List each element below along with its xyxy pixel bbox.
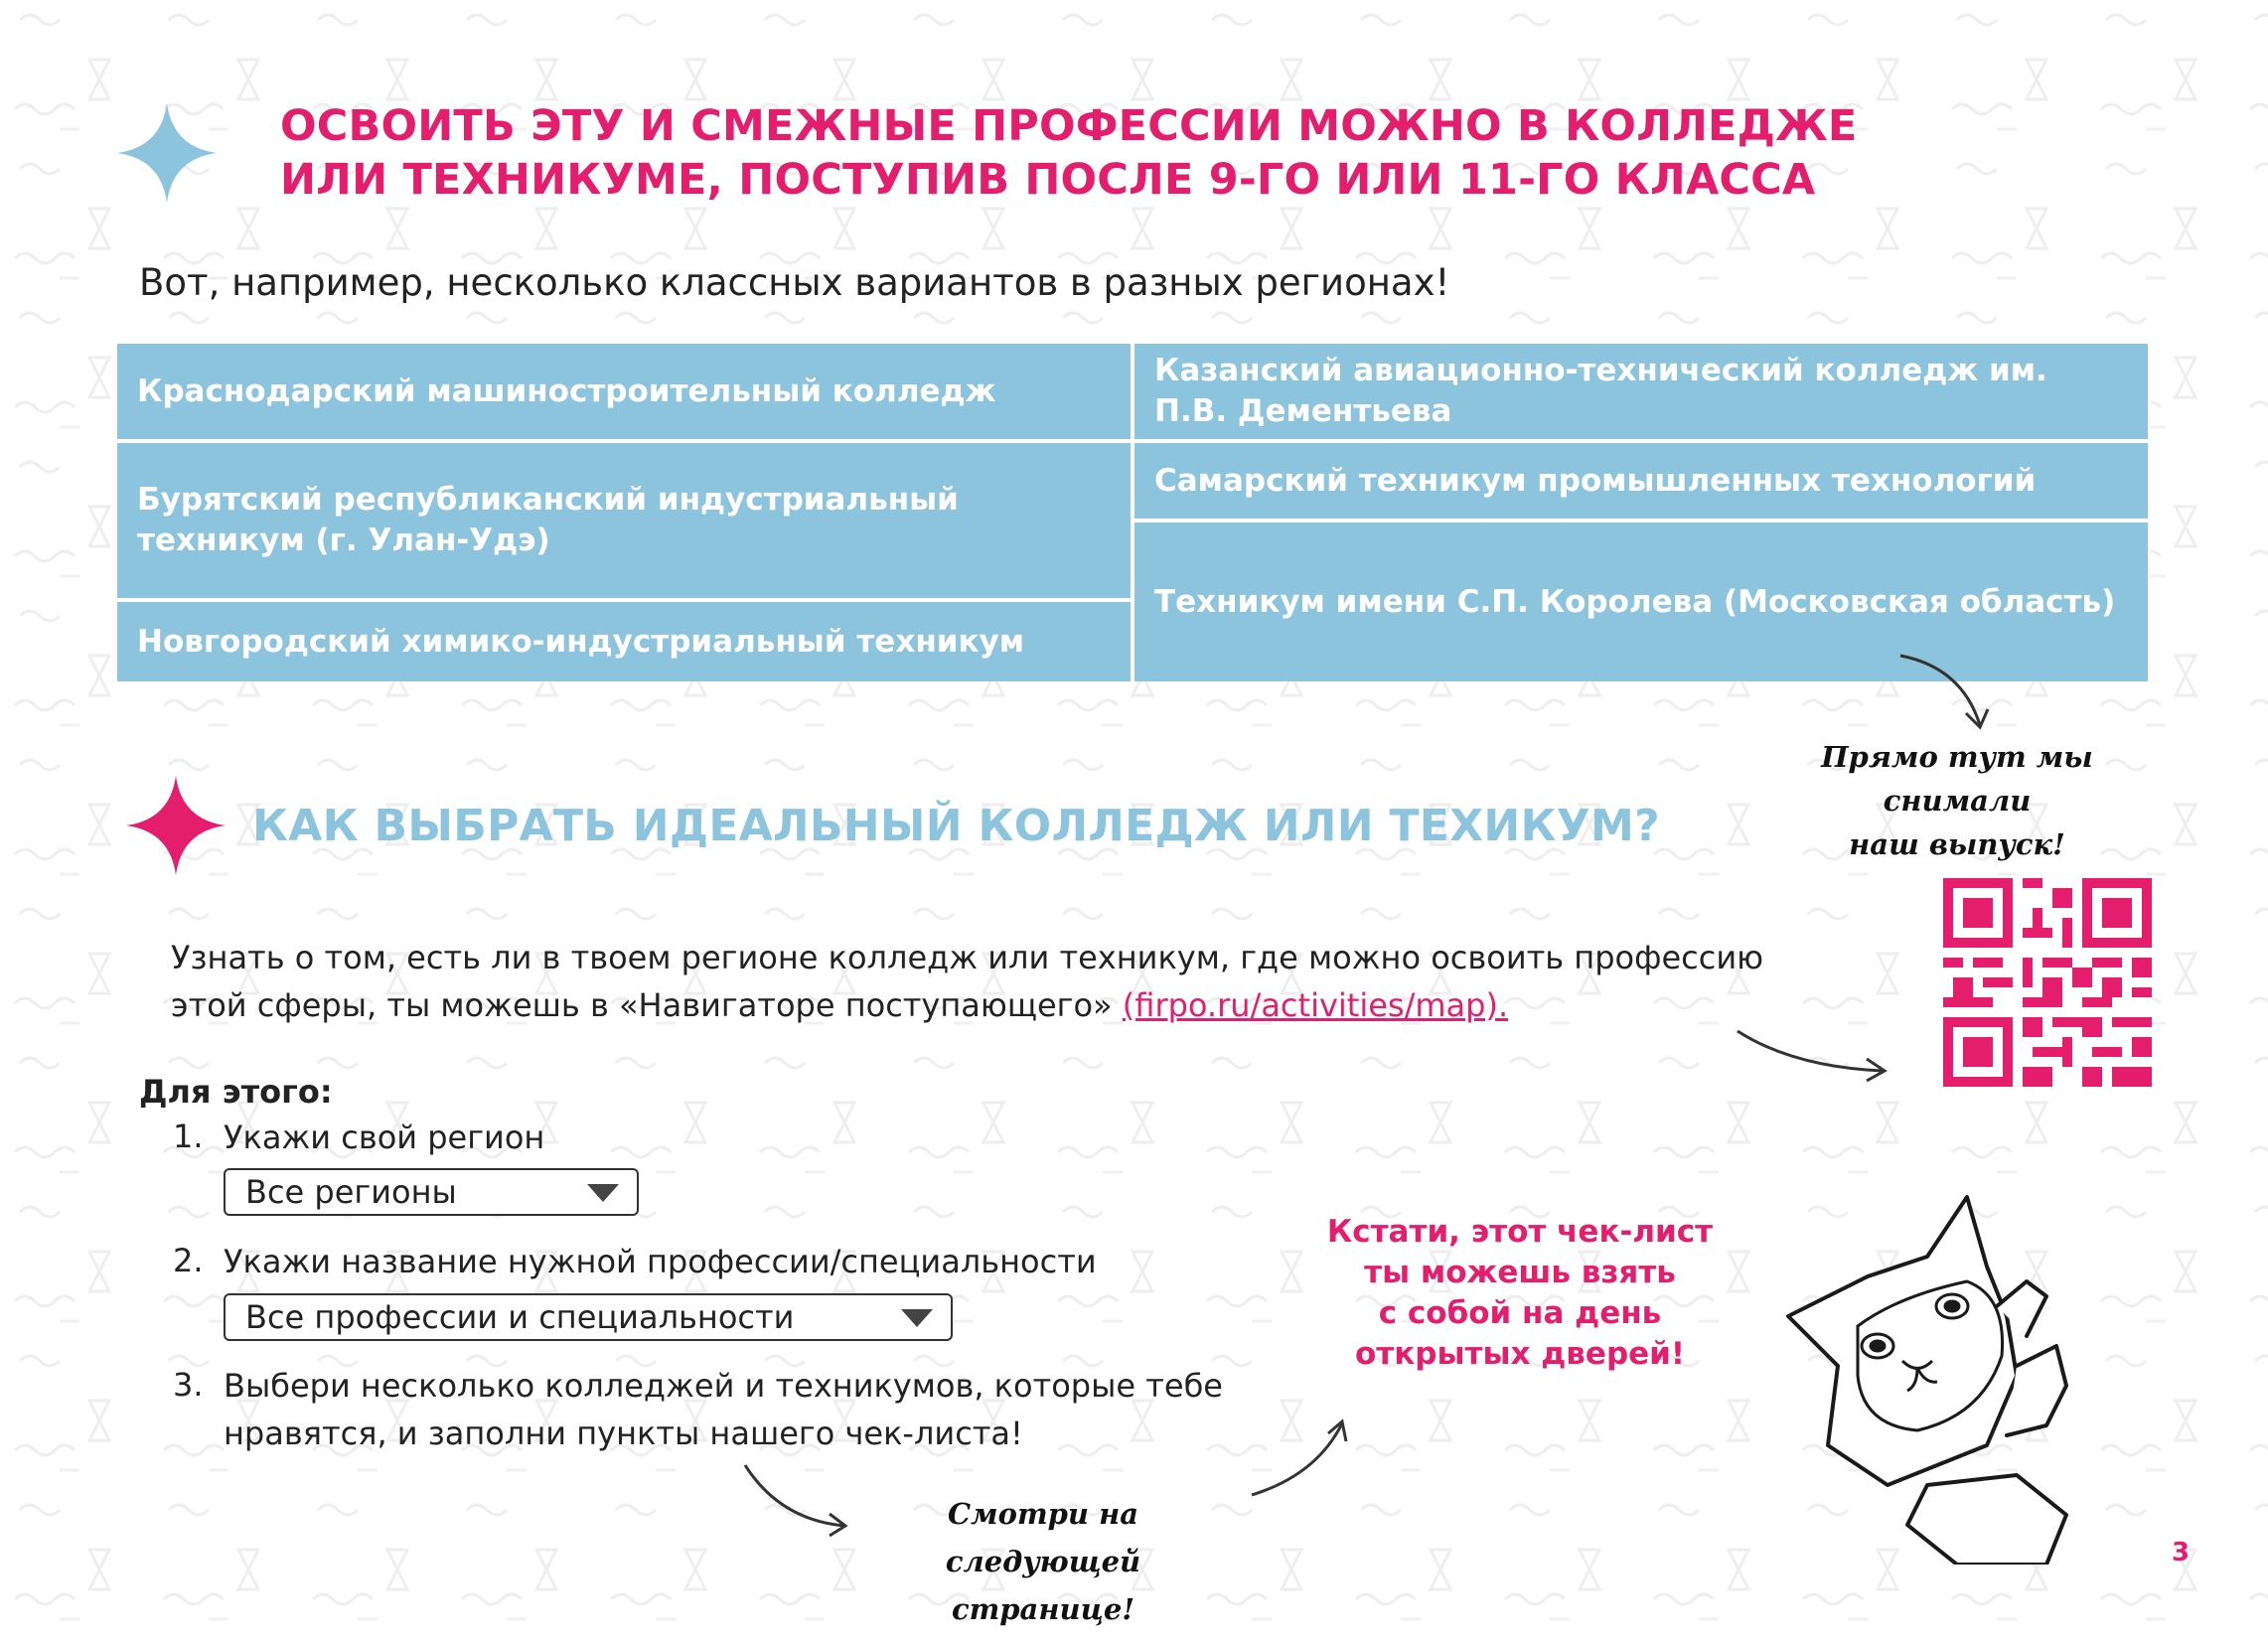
step-text: Укажи свой регион <box>224 1119 545 1156</box>
colleges-left-column <box>117 344 1131 681</box>
curved-arrow-icon <box>1734 1023 1892 1083</box>
college-cell: Самарский техникум промышленных технологий <box>1134 443 2148 519</box>
note-next-page <box>854 1490 1232 1633</box>
qr-code-icon[interactable] <box>1943 878 2152 1087</box>
choose-heading: КАК ВЫБРАТЬ ИДЕАЛЬНЫЙ КОЛЛЕДЖ ИЛИ ТЕХИКУМ? <box>252 801 1660 851</box>
colleges-table <box>117 344 2151 681</box>
college-cell: Техникум имени С.П. Королева (Московская область) <box>1134 522 2148 681</box>
navigator-line2-text: этой сферы, ты можешь в «Навигаторе поступающего» <box>171 986 1123 1024</box>
step-text-line1: Выбери несколько колледжей и техникумов, которые тебе <box>224 1367 1223 1405</box>
page-number: 3 <box>2172 1538 2191 1567</box>
note-checklist-line2: ты можешь взять <box>1364 1255 1676 1290</box>
star-blue-icon <box>117 103 217 203</box>
profession-select[interactable] <box>224 1293 953 1341</box>
intro-text: Вот, например, несколько классных вариантов в разных регионах! <box>139 261 1450 304</box>
college-cell: Казанский авиационно-технический колледж им. П.В. Дементьева <box>1134 344 2148 439</box>
steps-title: Для этого: <box>139 1073 333 1111</box>
select-caret-icon <box>587 1184 619 1202</box>
region-select[interactable] <box>224 1168 639 1216</box>
note-checklist-line3: с собой на день <box>1378 1295 1662 1331</box>
main-heading-line1: ОСВОИТЬ ЭТУ И СМЕЖНЫЕ ПРОФЕССИИ МОЖНО В КОЛЛЕДЖЕ <box>280 101 1858 151</box>
navigator-line1: Узнать о том, есть ли в твоем регионе колледж или техникум, где можно освоить профессию <box>171 939 1764 976</box>
cat-mascot-illustration <box>1768 1187 2146 1565</box>
note-next-line1: Смотри на следующей <box>945 1497 1141 1578</box>
navigator-line2 <box>171 981 1860 1029</box>
step-number: 2. <box>173 1242 204 1279</box>
step-number: 3. <box>173 1366 204 1404</box>
curved-arrow-icon <box>1247 1416 1351 1500</box>
curved-arrow-icon <box>740 1460 854 1540</box>
step-text-line2: нравятся, и заполни пункты нашего чек-листа! <box>224 1415 1023 1452</box>
step-number: 1. <box>173 1118 204 1155</box>
college-cell: Бурятский республиканский индустриальный техникум (г. Улан-Удэ) <box>117 443 1131 598</box>
note-checklist-line4: открытых дверей! <box>1354 1336 1686 1372</box>
note-next-line2: странице! <box>951 1592 1135 1626</box>
note-filmed-line1: Прямо тут мы снимали <box>1821 740 2093 818</box>
college-cell: Краснодарский машиностроительный колледж <box>117 344 1131 439</box>
college-cell: Новгородский химико-индустриальный техникум <box>117 602 1131 681</box>
note-filmed <box>1758 735 2156 866</box>
note-filmed-line2: наш выпуск! <box>1849 827 2065 861</box>
step-text <box>224 1362 1316 1457</box>
note-checklist <box>1282 1212 1758 1375</box>
note-checklist-line1: Кстати, этот чек-лист <box>1326 1214 1714 1250</box>
navigator-paragraph <box>171 934 1860 1029</box>
main-heading <box>280 99 1969 207</box>
navigator-link[interactable]: (firpo.ru/activities/map). <box>1122 986 1509 1024</box>
main-heading-line2: ИЛИ ТЕХНИКУМЕ, ПОСТУПИВ ПОСЛЕ 9-ГО ИЛИ 11-ГО КЛАССА <box>280 155 1816 205</box>
curved-arrow-icon <box>1892 648 2002 737</box>
star-pink-icon <box>126 776 226 875</box>
colleges-right-column <box>1134 344 2148 681</box>
region-select-value: Все регионы <box>245 1173 457 1211</box>
select-caret-icon <box>901 1309 933 1327</box>
step-text: Укажи название нужной профессии/специальности <box>224 1243 1097 1280</box>
profession-select-value: Все профессии и специальности <box>245 1298 795 1336</box>
